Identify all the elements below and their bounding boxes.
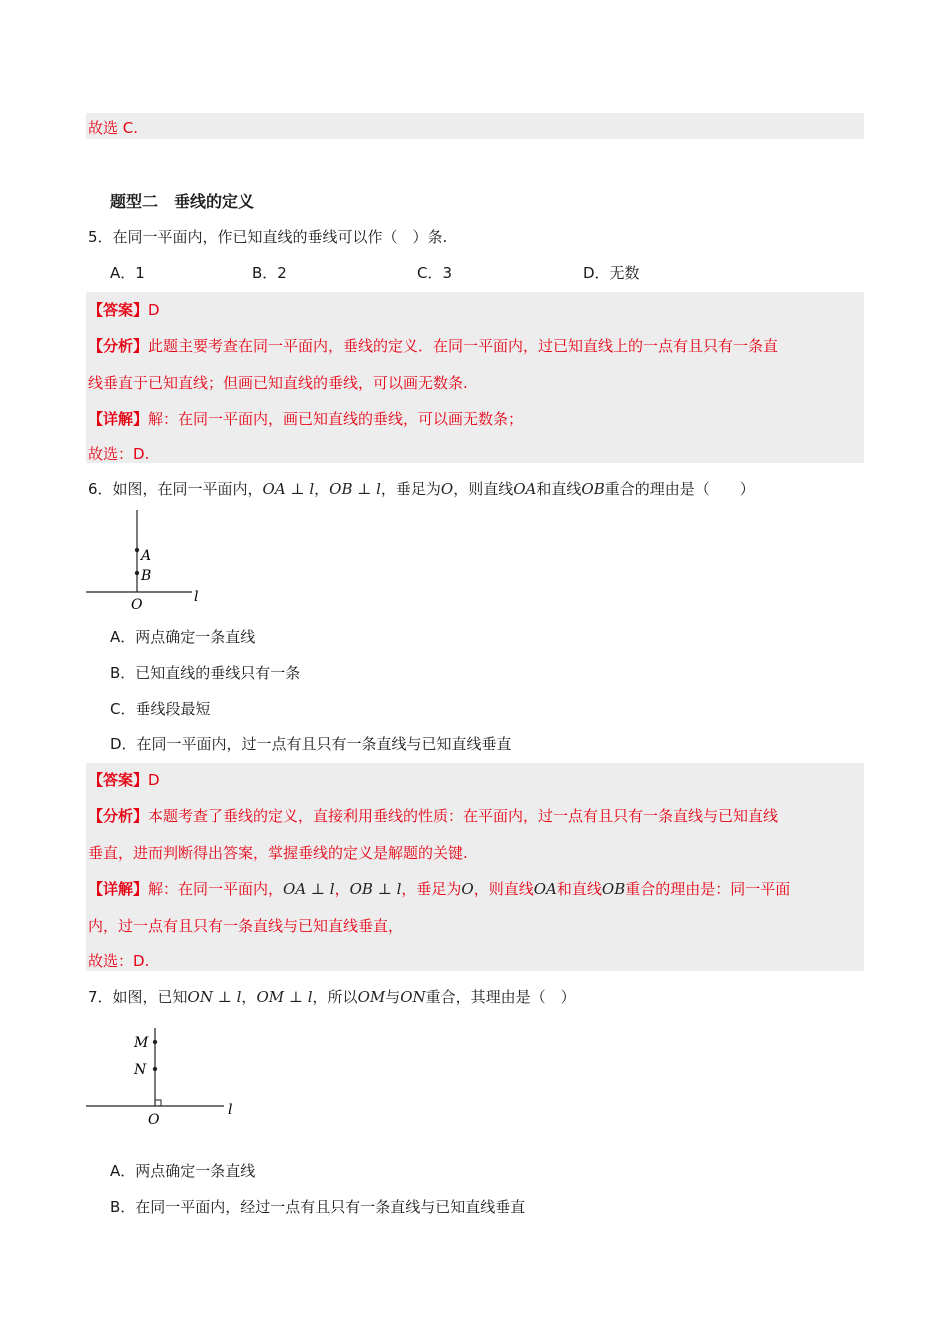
q6-stem-text-1: 6．如图，在同一平面内， xyxy=(88,480,263,498)
q6-option-c: C．垂线段最短 xyxy=(110,700,211,718)
q5-analysis-line2: 线垂直于已知直线；但画已知直线的垂线，可以画无数条. xyxy=(88,374,468,392)
q6-option-a: A．两点确定一条直线 xyxy=(110,628,256,646)
q6-stem-text-5: 重合的理由是（ ） xyxy=(604,480,755,498)
q5-conclusion: 故选：D. xyxy=(88,445,150,463)
q6-figure xyxy=(84,506,214,616)
q7-label-m: M xyxy=(134,1035,149,1051)
q6-answer-tag: 【答案】 xyxy=(88,771,149,789)
section-title: 题型二 垂线的定义 xyxy=(110,192,255,211)
q5-detail-text: 解：在同一平面内，画已知直线的垂线，可以画无数条； xyxy=(148,410,524,428)
q6-analysis-line1 xyxy=(88,805,778,826)
q7-label-n: N xyxy=(134,1062,147,1078)
q5-analysis-line1 xyxy=(88,335,778,356)
q7-figure xyxy=(84,1022,244,1134)
q6-detail-line1 xyxy=(88,878,790,899)
prev-answer: 故选 C. xyxy=(88,119,139,137)
q6-option-d: D．在同一平面内，过一点有且只有一条直线与已知直线垂直 xyxy=(110,735,512,753)
q5-answer-value: D xyxy=(148,301,160,319)
q6-math-ob: OB xyxy=(581,480,605,498)
q7-stem-sep: ， xyxy=(241,988,257,1006)
q7-stem xyxy=(88,986,576,1007)
q6-detail-text-2: ，垂足为 xyxy=(401,880,462,898)
q6-math-oa: OA xyxy=(513,480,537,498)
prev-answer-box xyxy=(86,113,864,139)
q6-math-ob-perp-l: OB ⊥ l xyxy=(329,480,381,498)
q7-stem-text-1: 7．如图，已知 xyxy=(88,988,188,1006)
q6-detail-text-1: 解：在同一平面内， xyxy=(148,880,284,898)
q6-answer-value: D xyxy=(148,771,160,789)
q5-analysis-text: 此题主要考查在同一平面内，垂线的定义．在同一平面内，过已知直线上的一点有且只有一条直 xyxy=(148,337,779,355)
q5-analysis-tag: 【分析】 xyxy=(88,337,149,355)
q6-answer xyxy=(88,769,160,790)
q6-option-b: B．已知直线的垂线只有一条 xyxy=(110,664,301,682)
q6-detail-line2: 内，过一点有且只有一条直线与已知直线垂直， xyxy=(88,917,404,935)
q6-detail-math-oa: OA xyxy=(533,880,557,898)
q7-math-on-perp-l: ON ⊥ l xyxy=(187,988,242,1006)
q5-answer-tag: 【答案】 xyxy=(88,301,149,319)
q5-detail xyxy=(88,408,523,429)
q6-detail-math-oa-perp-l: OA ⊥ l xyxy=(283,880,335,898)
q7-math-on: ON xyxy=(400,988,426,1006)
q6-stem-text-3: ，则直线 xyxy=(453,480,514,498)
q7-option-b: B．在同一平面内，经过一点有且只有一条直线与已知直线垂直 xyxy=(110,1198,526,1216)
q6-math-o: O xyxy=(440,480,454,498)
q5-option-d: D．无数 xyxy=(583,264,640,282)
q6-stem-text-2: ，垂足为 xyxy=(380,480,441,498)
q6-point-a xyxy=(135,548,139,552)
q6-detail-text-3: ，则直线 xyxy=(473,880,534,898)
q7-label-o: O xyxy=(148,1112,160,1128)
q6-label-a: A xyxy=(141,548,152,564)
q5-stem: 5．在同一平面内，作已知直线的垂线可以作（ ）条. xyxy=(88,228,448,246)
q6-label-l: l xyxy=(194,589,199,605)
q5-option-c: C．3 xyxy=(417,264,453,282)
q5-option-a: A．1 xyxy=(110,264,145,282)
q7-stem-text-3: 与 xyxy=(385,988,401,1006)
q6-conclusion: 故选：D. xyxy=(88,952,150,970)
q6-detail-tag: 【详解】 xyxy=(88,880,149,898)
q6-solution-box xyxy=(86,763,864,971)
q6-detail-sep: ， xyxy=(334,880,350,898)
q6-analysis-text: 本题考查了垂线的定义，直接利用垂线的性质：在平面内，过一点有且只有一条直线与已知直线 xyxy=(148,807,779,825)
q6-math-oa-perp-l: OA ⊥ l xyxy=(262,480,315,498)
q7-point-n xyxy=(153,1067,157,1071)
q7-math-om-perp-l: OM ⊥ l xyxy=(256,988,313,1006)
q7-stem-text-2: ，所以 xyxy=(312,988,358,1006)
q6-detail-math-o: O xyxy=(461,880,474,898)
q7-right-angle-mark xyxy=(155,1100,161,1106)
q6-label-o: O xyxy=(131,597,143,613)
q6-detail-math-ob-perp-l: OB ⊥ l xyxy=(349,880,402,898)
q6-point-b xyxy=(135,571,139,575)
q6-stem xyxy=(88,478,755,499)
q6-stem-text-4: 和直线 xyxy=(536,480,582,498)
q6-detail-text-5: 重合的理由是：同一平面 xyxy=(625,880,791,898)
q7-point-m xyxy=(153,1040,157,1044)
q6-stem-sep: ， xyxy=(314,480,330,498)
q7-label-l: l xyxy=(228,1102,233,1118)
q6-detail-math-ob: OB xyxy=(601,880,626,898)
q6-detail-text-4: 和直线 xyxy=(556,880,602,898)
q7-math-om: OM xyxy=(357,988,386,1006)
q6-analysis-tag: 【分析】 xyxy=(88,807,149,825)
q6-analysis-line2: 垂直，进而判断得出答案，掌握垂线的定义是解题的关键. xyxy=(88,844,468,862)
q6-label-b: B xyxy=(141,568,152,584)
q7-stem-text-4: 重合，其理由是（ ） xyxy=(425,988,576,1006)
q5-option-b: B．2 xyxy=(252,264,287,282)
q7-option-a: A．两点确定一条直线 xyxy=(110,1162,256,1180)
q5-detail-tag: 【详解】 xyxy=(88,410,149,428)
q5-answer xyxy=(88,299,160,320)
